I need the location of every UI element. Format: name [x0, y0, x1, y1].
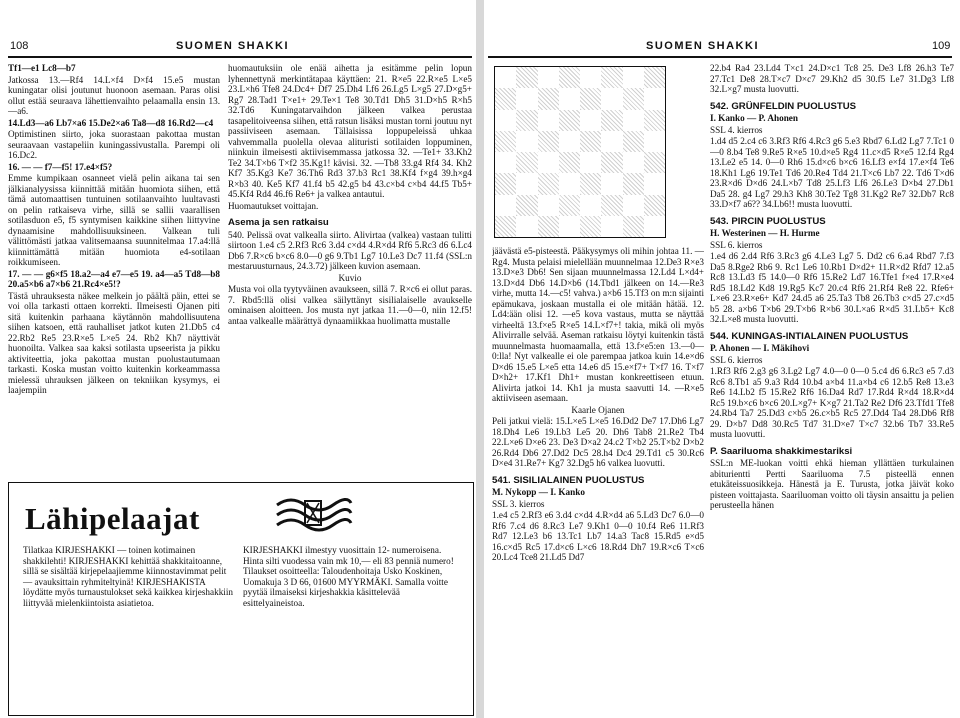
- light-square: [601, 216, 622, 237]
- right-page: [484, 0, 960, 718]
- paragraph: 1.d4 d5 2.c4 c6 3.Rf3 Rf6 4.Rc3 g6 5.e3 Rbd7 6.Ld2 Lg7 7.Tc1 0—0 8.b4 Te8 9.Re5 R×e5 10.d×e5 Rg4 11.c×d5 R×e5 12.f4 Rg4 13.Le2 e5 14. 0—0 Rh6 15.d×c6 b×c6 16.Lf3 e×f4 17.e×f4 Te6 18.Kh1 Lg6 19.Te1 Td6 20.Re4 Td4 21.T×c6 Lb7 22. Td6 T×d6 23.R×d6 D×d6 24.L×b7 Td8 25.Lf3 Lf6 26.Le3 D×b4 27.Db1 Da5 28. g4 Lg7 29.h3 Kh8 30.Te2 Tg8 31.Kg2 Re7 32.Db7 Rc8 33.D×f7 a6?? 34.Lb6!! musta luovutti.: [710, 136, 954, 209]
- light-square: [559, 88, 580, 109]
- paragraph: Peli jatkui vielä: 15.L×e5 L×e5 16.Dd2 De7 17.Dh6 Lg7 18.Dh4 Le6 19.Lb3 Le5 20. Dh6 Tab8 21.Re2 Tb4 22.L×e6 D×e6 23. De3 D×a2 24.c2 T×b2 25.T×b2 D×b2 26.Rd4 Db6 27.Dd2 Dc5 28.h4 Dc4 29.Td1 c5 30.Rc6 D×e4 31.Re7+ Kg7 32.Dg5 h6 valkea luovutti.: [492, 416, 704, 468]
- light-square: [538, 195, 559, 216]
- section-heading: 542. GRÜNFELDIN PUOLUSTUS: [710, 100, 857, 112]
- paragraph: 1.e4 c5 2.Rf3 e6 3.d4 c×d4 4.R×d4 a6 5.Ld3 Dc7 6.0—0 Rf6 7.c4 d6 8.Rc3 Le7 9.Kh1 0—0 10.f4 Re6 11.Rf3 Rd7 12.Le3 b6 13.Tc1 Lb7 14.a3 Tac8 15.Rd5 e×d5 16.c×d5 Rc5 17.d×c6 L×c6 18.Rd4 Dh7 19.R×c6 T×c6 20.Lc4 Tce8 21.Ld5 Dd7: [492, 510, 704, 562]
- ad-title: Lähipelaajat: [25, 501, 200, 536]
- paragraph: Tästä uhrauksesta näkee melkein jo päältä päin, ettei se voi olla tarkasti ottaen korrekti. Ilmeisesti Ojanen piti sitä kuitenkin parhaana käytännön mahdollisuutena siihen katsoen, että rauhalliset jatkot kuten 21.Db5 c4 22.Rb2 Re5 23.R×e5 L×e5 24. Rb2 Kh7 näyttivät huonoilta. Valkea saa kaksi sotilasta upseerista ja pikku aktiviteettia, joka pakottaa mustan puolustautumaan tarkasti. Koska mustan voitto kuitenkin korkeammassa mielessä uhrauksen jälkeen on tekniikan kysymys, ei laajempiin: [8, 290, 220, 395]
- bold-line: M. Nykopp — I. Kanko: [492, 487, 585, 497]
- section-heading: P. Saariluoma shakkimestariksi: [710, 445, 853, 457]
- light-square: [623, 195, 644, 216]
- paragraph: Kuvio: [338, 272, 362, 283]
- page-gutter: [476, 0, 484, 718]
- paragraph: Emme kumpikaan osanneet vielä pelin aikana tai sen jälkianalyysissa kiinnittää mitään huomiota siihen, että tämä automaattisen tuntuinen sotilaanvaihto luultavasti on pelin ratkaiseva virhe, sillä se sallii vaarallisen sotilasduon e5, f5 syntymisen kaikkine siihen liittyvine dynaamisine mahdollisuuksineen. Valkean tuli välittömästi jatkaa valitsemaansa suunnitelmaa 17.a4:llä kiinnittämättä mitään huomiota e4-sotilaan roikkumiseen.: [8, 173, 220, 267]
- section-heading: Asema ja sen ratkaisu: [228, 217, 329, 228]
- chess-diagram: [494, 66, 666, 238]
- light-square: [538, 110, 559, 131]
- ad-text-right: KIRJESHAKKI ilmestyy vuosittain 12- numeroisena. Hinta silti vuodessa vain mk 10,— eli 83 penniä numero! Tilaukset osoitteella: Taloudenhoitaja Usko Koskinen, Uomakuja 3 D 66, 01600 MYYRMÄKI. Samalla voitte pyytää ilmaiseksi kirjeshakkia käsittelevää esittelyaineistoa.: [243, 545, 454, 608]
- section-heading: 541. SISILIALAINEN PUOLUSTUS: [492, 474, 645, 486]
- section-heading: 544. KUNINGAS-INTIALAINEN PUOLUSTUS: [710, 330, 909, 342]
- paragraph: Musta voi olla tyytyväinen avaukseen, sillä 7. R×c6 ei ollut paras. 7. Rbd5:llä olisi valkea säilyttänyt sisilialaiselle avaukselle ominaisen aloitteen. Jos musta nyt jatkaa 11.—0—0, niin 12.f5! antaa valkealle määrättyä dynaamiikkaa huolimatta mustalle: [228, 284, 472, 326]
- right-page-number: 109: [932, 40, 951, 52]
- right-column-1: [492, 246, 704, 708]
- light-square: [538, 67, 559, 88]
- bold-line: 14.Ld3—a6 Lb7×a6 15.De2×a6 Ta8—d8 16.Rd2—c4: [8, 117, 214, 128]
- light-square: [495, 67, 516, 88]
- left-header-rule: [8, 56, 472, 58]
- paragraph: Optimistinen siirto, joka suorastaan pakottaa mustan seuraavaan vastapeliin kuningassivustalla. Parempi oli 16.Dc2.: [8, 129, 220, 160]
- light-square: [580, 152, 601, 173]
- light-square: [623, 152, 644, 173]
- light-square: [495, 152, 516, 173]
- light-square: [644, 88, 665, 109]
- light-square: [516, 216, 537, 237]
- paragraph: Jatkossa 13.—Rf4 14.L×f4 D×f4 15.e5 mustan kuningatar olisi joutunut huonoon asemaan. Paras olisi ollut estää seuraava lähettienvaihto pelaamalla ensin 13.—a6.: [8, 74, 220, 116]
- light-square: [516, 173, 537, 194]
- bold-line: 16. — — f7—f5! 17.e4×f5?: [8, 161, 113, 172]
- left-running-title: SUOMEN SHAKKI: [176, 40, 290, 52]
- paragraph: 22.b4 Ra4 23.Ld4 T×c1 24.D×c1 Tc8 25. De3 Lf8 26.h3 Te7 27.Tc1 De8 28.T×c7 D×c7 29.Kh2 d5 30.f5 Le7 31.Dg3 Lf8 32.L×g7 musta luovutti.: [710, 63, 954, 94]
- light-square: [601, 88, 622, 109]
- kirjeshakki-logo-icon: [271, 491, 357, 539]
- kirjeshakki-advertisement: [8, 482, 474, 716]
- light-square: [559, 173, 580, 194]
- paragraph: jäävästä e5-pisteestä. Pääkysymys oli mihin johtaa 11. —Rg4. Musta pelaisi mielellään muunnelmaa 12.De3 R×e3 13.D×e3 Db6! Sen sijaan muunnelmassa 12.Ld4 L×d4+ 13.D×d4 Db6 14.D×b6 (14.Tbd1 jälkeen on 14.—Re3 virhe, mutta 14.—c5! vahva.) a×b6 15.Tf3 on m:n sijainti epämukava, joskaan mustalla ei ole mitään hätää. 12. Ld4:ään olisi 12. —e5 kova vastaus, mutta se näyttää virheeltä 13.f×e5 R×e5 14.L×f7+! takia, mikä oli myös Alivirralle selvää. Aseman ratkaisu löytyi kuitenkin tästä muunnelmasta huomaamalla, että 13.f×e5:en 13.—0—0:lla! Nyt valkealle ei ole parempaa jatkoa kuin 14.e×d6 D×d6 15.e5 L×e5 etta 14.e6 d5 15.e×f7+ T×f7 16. T×f7 D×h2+ 17.Kf1 Dh1+ mustan konkreettiseen etuun. Alivirta jatkoi 14. Kh1 ja musta saavutti 14. —R×e5 aktiiviseen asemaan.: [492, 246, 704, 403]
- light-square: [580, 110, 601, 131]
- right-column-2: [710, 63, 954, 711]
- light-square: [601, 173, 622, 194]
- paragraph: SSL 3. kierros: [492, 498, 545, 509]
- paragraph: Kaarle Ojanen: [571, 404, 625, 415]
- left-column-1: [8, 63, 220, 469]
- paragraph: Huomautukset voittajan.: [228, 200, 319, 211]
- light-square: [644, 173, 665, 194]
- paragraph: 1.e4 d6 2.d4 Rf6 3.Rc3 g6 4.Le3 Lg7 5. Dd2 c6 6.a4 Rbd7 7.f3 Da5 8.Rge2 Rb6 9. Rc1 Le6 10.Rb1 D×d2+ 11.R×d2 Rfd7 12.a5 Rc8 13.Ld3 f5 14.0—0 Rf6 15.Re2 Ld7 16.Tfe1 f×e4 17.R×e4 Rd5 18.Ld2 Kd8 19.Rg5 Kc7 20.c4 Rf6 21.Rf4 Re8 22. Rfe6+ L×e6 23.R×e6+ Kd7 24.d5 a6 25.Ta3 Tb8 26.Tb3 c×d5 27.c×d5 b5 28. a×b6 T×b6 29.T×b6 R×b6 30.L×a6 R×d5 31.Lb5+ Kc8 32.L×e8 musta luovutti.: [710, 251, 954, 324]
- light-square: [580, 195, 601, 216]
- light-square: [559, 131, 580, 152]
- bold-line: 17. — — g6×f5 18.a2—a4 e7—e5 19. a4—a5 Td8—b8 20.a5×b6 a7×b6 21.Rc4×e5!?: [8, 268, 220, 289]
- left-page-number: 108: [10, 40, 29, 52]
- right-header-rule: [488, 56, 952, 58]
- light-square: [580, 67, 601, 88]
- light-square: [644, 216, 665, 237]
- right-running-title: SUOMEN SHAKKI: [646, 40, 760, 52]
- light-square: [601, 131, 622, 152]
- light-square: [495, 110, 516, 131]
- paragraph: SSL 4. kierros: [710, 124, 763, 135]
- paragraph: huomautuksiin ole enää aihetta ja esitämme pelin lopun lyhennettynä merkintätapaa käyttäen: 21. R×e5 22.R×e5 L×e5 23.L×h6 Tfe8 24.Dc4+ Df7 25.Dh4 Lf6 26.Lg5 L×g5 27.D×g5+ Rg7 28.Tad1 T×e1+ 29.Te×1 Te8 30.Td1 Dh5 31.D×h5 R×h5 32.Td6 Kuningatarvaihdon jälkeen valkea perustaa tasapelitoiveensa siihen, että ratsun lisäksi mustan torni joutuu nyt passiiviseen asemaan. Tällaisissa loppupeleissä uhkaa vahvemmalla puolella olevaa alituristi sotilaiden loppuminen, niinkuin ilmeisesti aktiivisemmassa jatkossa 32. —Te1+ 33.Kh2 Te2 34.T×b6 T×f2 35.Kg1! kävisi. 32. —Tb8 33.g4 Rf4 34. Kh2 Kf7 35.Kg3 Ke7 36.Th6 Rd3 37.b3 Rc1 38.Kf4 f×g4 39.h×g4 R×b3 40. Ke5 Kf7 41.f4 b5 42.g5 b4 43.c×b4 c×b4 44.f5 Tb5+ 45.Kf4 Rd4 46.f6 Re6+ ja valkea antautui.: [228, 63, 472, 199]
- light-square: [516, 131, 537, 152]
- light-square: [516, 88, 537, 109]
- paragraph: 540. Pelissä ovat valkealla siirto. Alivirtaa (valkea) vastaan tulitti siirtoon 1.e4 c5 2.Rf3 Rc6 3.d4 c×d4 4.R×d4 Rf6 5.Rc3 d6 6.Lc4 Db6 7.R×c6 b×c6 8.0—0 g6 9.Tb1 Lg7 10.Le3 Dc7 11.f4 (SSL:n mestaruusturnaus, 24.3.72) jälkeen kuvion asemaan.: [228, 229, 472, 271]
- paragraph: SSL:n ME-luokan voitti ehkä hieman yllättäen turkulainen abiturientti Pertti Saariluoma 7.5 pisteellä ennen etukäteissuosikkeja. Hänestä ja E. Turusta, jotka jäivät koko pisteen voittajasta. Saariluoman voitto oli täysin ansaittu ja pelien perusteella hänen: [710, 458, 954, 510]
- light-square: [623, 67, 644, 88]
- light-square: [538, 152, 559, 173]
- paragraph: SSL 6. kierros: [710, 354, 763, 365]
- bold-line: I. Kanko — P. Ahonen: [710, 113, 798, 123]
- bold-line: P. Ahonen — I. Mäkihovi: [710, 343, 810, 353]
- left-column-2: [228, 63, 472, 475]
- light-square: [644, 131, 665, 152]
- section-heading: 543. PIRCIN PUOLUSTUS: [710, 215, 826, 227]
- light-square: [495, 195, 516, 216]
- paragraph: 1.Rf3 Rf6 2.g3 g6 3.Lg2 Lg7 4.0—0 0—0 5.c4 d6 6.Rc3 e5 7.d3 Rc6 8.Tb1 a5 9.a3 Rd4 10.b4 a×b4 11.a×b4 c6 12.b5 Re8 13.e3 Re6 14.Lb2 f5 15.Re2 Rf6 16.Da4 Rd7 17.Rd4 R×d4 18.R×d4 Rc5 19.b×c6 b×c6 20.L×g7+ K×g7 21.Ta2 Re2 Df6 23.Tfd1 Tfe8 24.Rb4 Ta7 25.Dd3 c×b5 26.c×b5 Rc5 27.Dd4 Ta4 28.Db6 Rf8 29. D×b7 Dd8 30.Rc5 Td7 31.D×e7 T×c7 32.b6 Tb7 33.Re5 musta luovutti.: [710, 366, 954, 439]
- ad-text-left: Tilatkaa KIRJESHAKKI — toinen kotimainen shakkilehti! KIRJESHAKKI kehittää shakkitaitoanne, sillä se sisältää kirjepelaajiemme kiinnostavimmat pelit — avauksittain ryhmiteltyinä! KIRJESHAKISTA löydätte myös turnaustulokset sekä kaikkea kirjeshakkiin liittyvää mielenkiintoista asiatietoa.: [23, 545, 233, 608]
- light-square: [559, 216, 580, 237]
- light-square: [623, 110, 644, 131]
- paragraph: SSL 6. kierros: [710, 239, 763, 250]
- bold-line: Tf1—e1 Lc8—b7: [8, 63, 76, 73]
- left-page: [0, 0, 476, 718]
- bold-line: H. Westerinen — H. Hurme: [710, 228, 820, 238]
